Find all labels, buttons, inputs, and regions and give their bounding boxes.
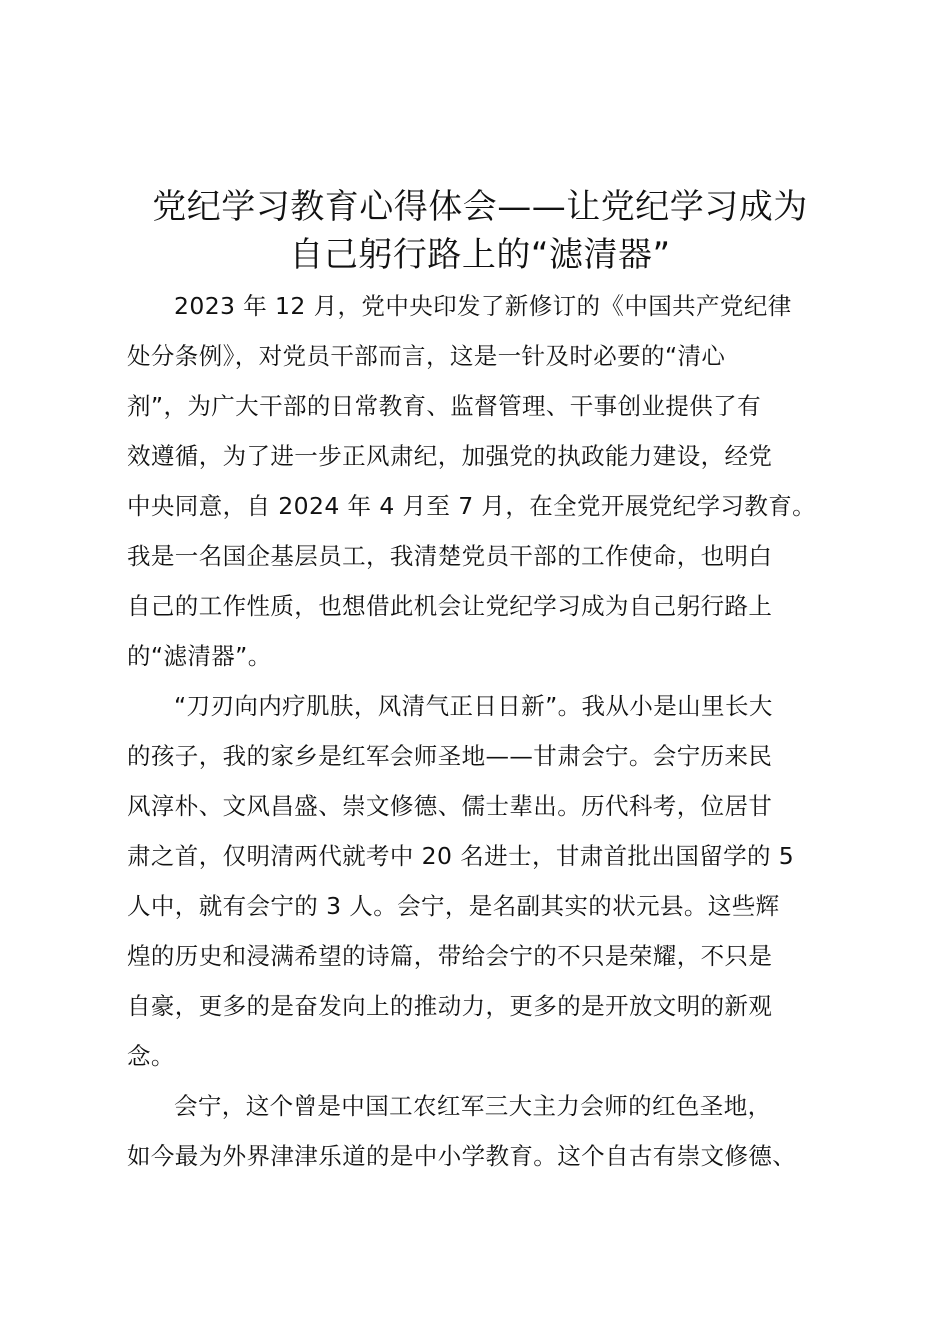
- text-line: 人中，就有会宁的 3 人。会宁，是名副其实的状元县。这些辉: [127, 892, 780, 920]
- text-line: 2023 年 12 月，党中央印发了新修订的《中国共产党纪律: [174, 292, 792, 320]
- text-line: 自己的工作性质，也想借此机会让党纪学习成为自己躬行路上: [127, 592, 773, 620]
- text-line: 处分条例》，对党员干部而言，这是一针及时必要的“清心: [127, 342, 726, 370]
- text-line: 念。: [127, 1042, 175, 1070]
- text-line: 我是一名国企基层员工，我清楚党员干部的工作使命，也明白: [127, 542, 773, 570]
- document-title: [100, 183, 860, 279]
- text-line: 的孩子，我的家乡是红军会师圣地——甘肃会宁。会宁历来民: [127, 742, 773, 770]
- text-line: 效遵循，为了进一步正风肃纪，加强党的执政能力建设，经党: [127, 442, 773, 470]
- text-line: 自豪，更多的是奋发向上的推动力，更多的是开放文明的新观: [127, 992, 773, 1020]
- text-line: 中央同意，自 2024 年 4 月至 7 月，在全党开展党纪学习教育。: [127, 492, 817, 520]
- text-line: 肃之首，仅明清两代就考中 20 名进士，甘肃首批出国留学的 5: [127, 842, 795, 870]
- text-line: 风淳朴、文风昌盛、崇文修德、儒士辈出。历代科考，位居甘: [127, 792, 773, 820]
- title-line: 党纪学习教育心得体会——让党纪学习成为: [152, 187, 808, 227]
- title-line: 自己躬行路上的“滤清器”: [289, 235, 671, 275]
- text-line: “刀刃向内疗肌肤，风清气正日日新”。我从小是山里长大: [174, 692, 773, 720]
- paragraph: [127, 681, 847, 1081]
- paragraph: [127, 1081, 847, 1181]
- document-body: [127, 281, 847, 1181]
- text-line: 的“滤清器”。: [127, 642, 272, 670]
- text-line: 煌的历史和浸满希望的诗篇，带给会宁的不只是荣耀，不只是: [127, 942, 773, 970]
- paragraph: [127, 281, 847, 681]
- text-line: 剂”，为广大干部的日常教育、监督管理、干事创业提供了有: [127, 392, 761, 420]
- text-line: 如今最为外界津津乐道的是中小学教育。这个自古有崇文修德、: [127, 1142, 797, 1170]
- text-line: 会宁，这个曾是中国工农红军三大主力会师的红色圣地，: [174, 1092, 772, 1120]
